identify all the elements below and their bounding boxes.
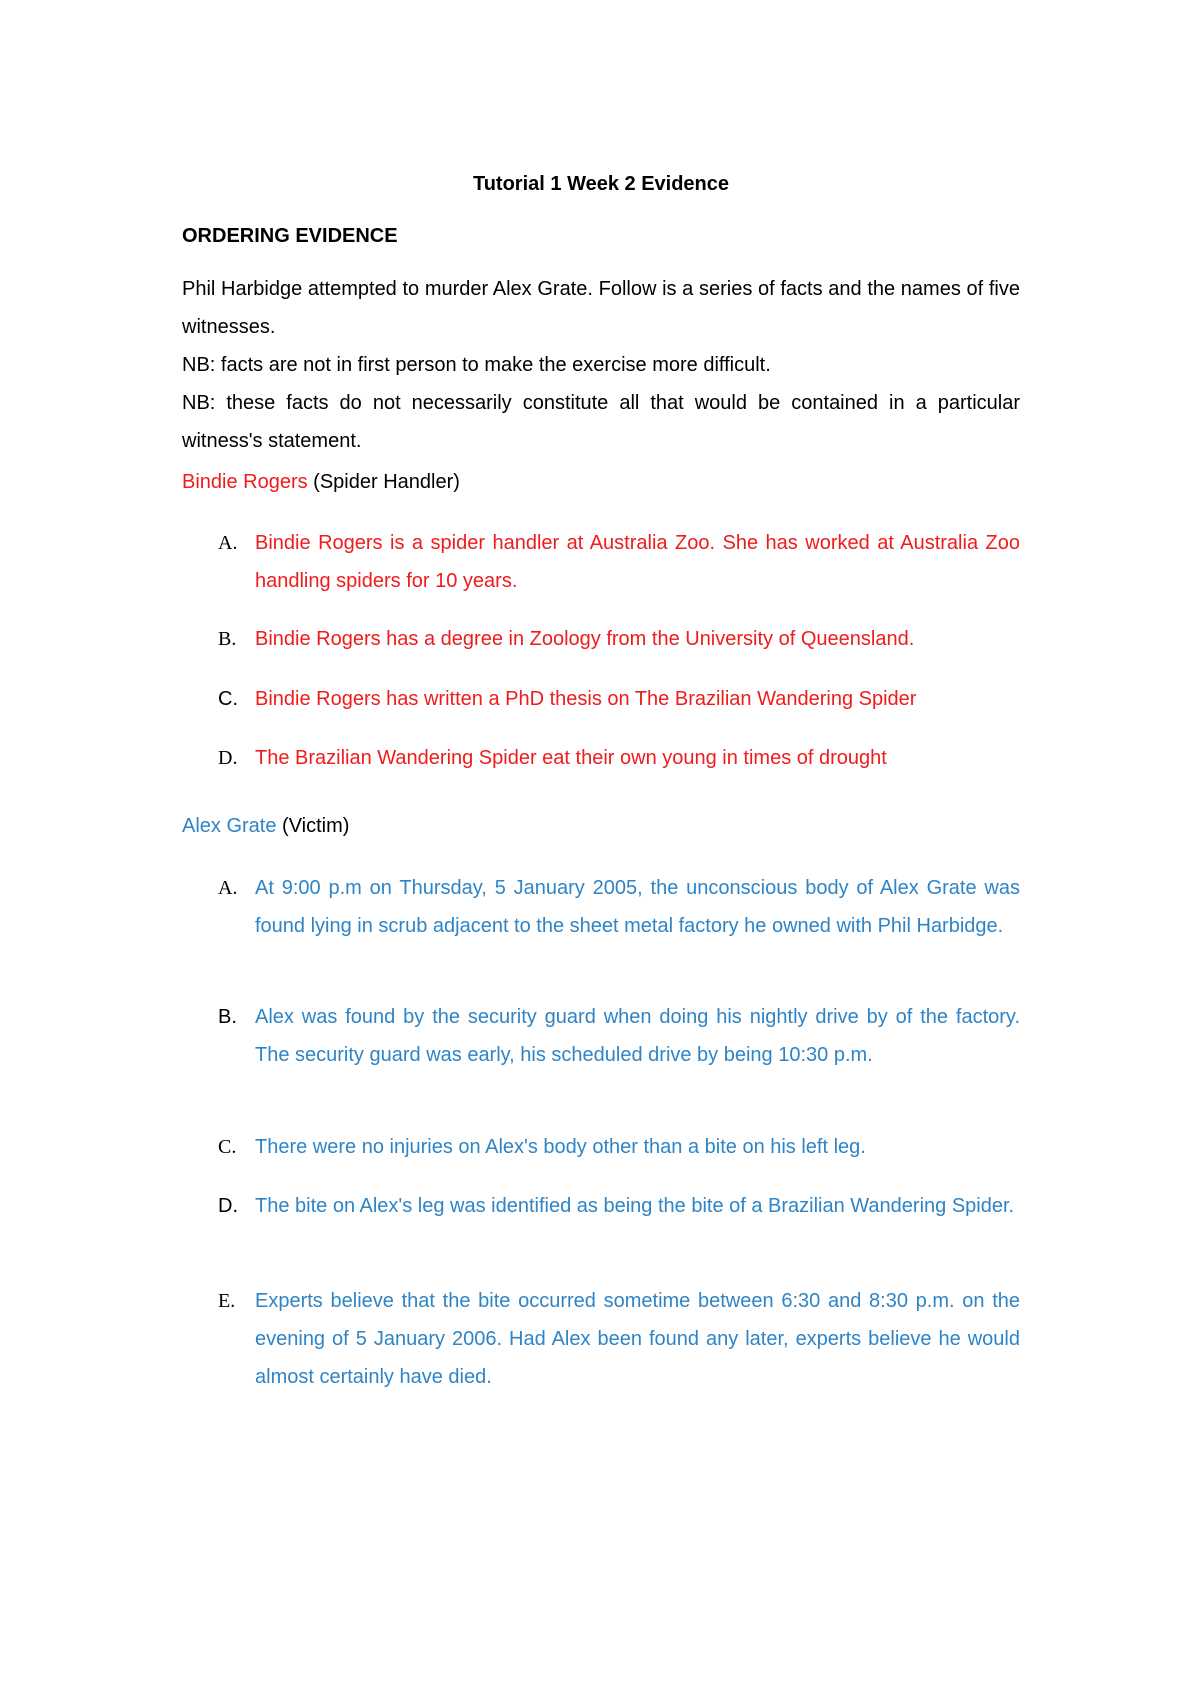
fact-text: The bite on Alex's leg was identified as being the bite of a Brazilian Wandering Spider.: [255, 1195, 1015, 1217]
page-title: Tutorial 1 Week 2 Evidence: [472, 173, 730, 195]
list-letter: E.: [218, 1290, 236, 1312]
witness-heading: [182, 812, 349, 840]
fact-text: Experts believe that the bite occurred sometime between 6:30 and 8:30 p.m. on the evening of 5 January 2006. Had Alex been found any later, experts believe he would almost certainly have died.: [255, 1290, 1020, 1388]
list-letter: B.: [218, 1006, 237, 1028]
witness-heading: [182, 468, 460, 496]
list-letter: C.: [218, 1136, 237, 1158]
list-letter: C.: [218, 688, 238, 710]
witness-name: Alex Grate: [182, 815, 277, 837]
list-letter: B.: [218, 628, 237, 650]
list-letter: A.: [218, 532, 238, 554]
fact-text: Bindie Rogers is a spider handler at Australia Zoo. She has worked at Australia Zoo handling spiders for 10 years.: [255, 532, 1020, 592]
section-heading: ORDERING EVIDENCE: [182, 225, 398, 247]
intro-note: NB: facts are not in first person to make the exercise more difficult.: [182, 354, 771, 376]
list-letter: D.: [218, 747, 238, 769]
fact-text: Alex was found by the security guard when doing his nightly drive by of the factory. The security guard was early, his scheduled drive by being 10:30 p.m.: [255, 1006, 1020, 1066]
fact-text: Bindie Rogers has a degree in Zoology from the University of Queensland.: [255, 628, 915, 650]
intro-line: Phil Harbidge attempted to murder Alex Grate. Follow is a series of facts and the names of five witnesses.: [182, 278, 1020, 338]
intro-paragraph: [182, 270, 1020, 460]
list-letter: A.: [218, 877, 238, 899]
intro-note: NB: these facts do not necessarily constitute all that would be contained in a particular witness's statement.: [182, 392, 1020, 452]
fact-text: At 9:00 p.m on Thursday, 5 January 2005, the unconscious body of Alex Grate was found lying in scrub adjacent to the sheet metal factory he owned with Phil Harbidge.: [255, 877, 1020, 937]
witness-role: (Spider Handler): [307, 471, 460, 493]
fact-text: There were no injuries on Alex's body other than a bite on his left leg.: [255, 1136, 866, 1158]
witness-role: (Victim): [276, 815, 350, 837]
witness-name: Bindie Rogers: [182, 471, 308, 493]
fact-text: Bindie Rogers has written a PhD thesis on The Brazilian Wandering Spider: [255, 688, 917, 710]
fact-text: The Brazilian Wandering Spider eat their own young in times of drought: [255, 747, 887, 769]
list-letter: D.: [218, 1195, 238, 1217]
